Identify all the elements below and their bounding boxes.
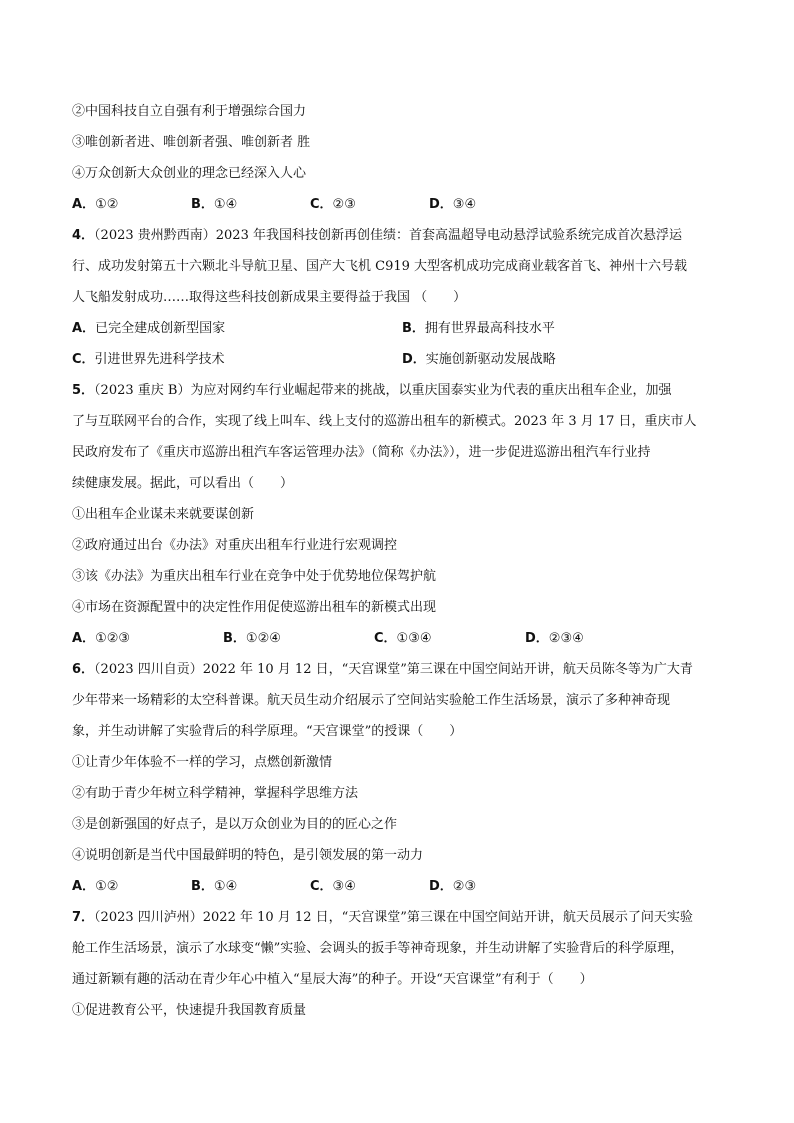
answer-options	[72, 871, 732, 902]
question-stem-line: 行、成功发射第五十六颗北斗导航卫星、国产大飞机 C919 大型客机成功完成商业载客首飞、神州十六号载	[72, 259, 688, 274]
option-d[interactable]: D．②③	[429, 879, 477, 894]
question-stem-line: 舱工作生活场景，演示了水球变“懒”实验、会调头的扳手等神奇现象，并生动讲解了实验背后的科学原理，	[72, 941, 684, 956]
answer-options	[72, 313, 732, 344]
question-number: 7．	[72, 910, 95, 925]
question-stem-line: 象，并生动讲解了实验背后的科学原理。“天宫课堂”的授课（ ）	[72, 724, 463, 739]
option-d[interactable]: D．实施创新驱动发展战略	[402, 352, 556, 367]
option-b[interactable]: B．①④	[191, 879, 238, 894]
question-number: 5．	[72, 383, 95, 398]
option-a[interactable]: A．①②③	[72, 631, 131, 646]
question-stem-line: 少年带来一场精彩的太空科普课。航天员生动介绍展示了空间站实验舱工作生活场景，演示了多种神奇现	[72, 693, 671, 708]
question-stem-line: 了与互联网平台的合作，实现了线上叫车、线上支付的巡游出租车的新模式。2023 年 3 月 17 日，重庆市人	[72, 414, 697, 429]
question-number: 4．	[72, 228, 95, 243]
question-stem-line: 人飞船发射成功……取得这些科技创新成果主要得益于我国 （ ）	[72, 290, 467, 305]
question-number: 6．	[72, 662, 95, 677]
question-stem-line: 4．（2023 贵州黔西南）2023 年我国科技创新再创佳绩：首套高温超导电动悬浮试验系统完成首次悬浮运	[72, 228, 682, 243]
answer-options	[72, 623, 732, 654]
option-b[interactable]: B．拥有世界最高科技水平	[402, 321, 555, 336]
option-c[interactable]: C．②③	[310, 197, 356, 212]
answer-options	[72, 189, 732, 220]
option-d[interactable]: D．③④	[429, 197, 477, 212]
option-d[interactable]: D．②③④	[525, 631, 584, 646]
option-b[interactable]: B．①②④	[223, 631, 281, 646]
answer-options	[72, 344, 732, 375]
question-stem-line: 民政府发布了《重庆市巡游出租汽车客运管理办法》（简称《办法》），进一步促进巡游出租汽车行业持	[72, 445, 651, 460]
option-c[interactable]: C．①③④	[374, 631, 432, 646]
question-6	[72, 654, 732, 902]
statement-item: ①出租车企业谋未来就要谋创新	[72, 507, 255, 522]
statement-item: ③该《办法》为重庆出租车行业在竞争中处于优势地位保驾护航	[72, 569, 437, 584]
statement-item: ③是创新强国的好点子，是以万众创业为目的的匠心之作	[72, 817, 398, 832]
option-a[interactable]: A．①②	[72, 879, 119, 894]
question-stem-line: 6．（2023 四川自贡）2022 年 10 月 12 日，“天宫课堂”第三课在中国空间站开讲，航天员陈冬等为广大青	[72, 662, 693, 677]
statement-item: ④说明创新是当代中国最鲜明的特色，是引领发展的第一动力	[72, 848, 424, 863]
statement-item: ②中国科技自立自强有利于增强综合国力	[72, 104, 307, 119]
statement-item: ①让青少年体验不一样的学习，点燃创新激情	[72, 755, 333, 770]
option-c[interactable]: C．引进世界先进科学技术	[72, 352, 225, 367]
statement-item: ④市场在资源配置中的决定性作用促使巡游出租车的新模式出现	[72, 600, 437, 615]
option-b[interactable]: B．①④	[191, 197, 238, 212]
option-c[interactable]: C．③④	[310, 879, 356, 894]
question-stem-line: 通过新颖有趣的活动在青少年心中植入“星辰大海”的种子。开设“天宫课堂”有利于（ ）	[72, 972, 593, 987]
question-stem-line: 7．（2023 四川泸州）2022 年 10 月 12 日，“天宫课堂”第三课在中国空间站开讲，航天员展示了问天实验	[72, 910, 693, 925]
question-5	[72, 375, 732, 654]
statement-item: ②政府通过出台《办法》对重庆出租车行业进行宏观调控	[72, 538, 398, 553]
question-stem-line: 续健康发展。据此，可以看出（ ）	[72, 476, 294, 491]
option-a[interactable]: A．①②	[72, 197, 119, 212]
statement-item: ②有助于青少年树立科学精神，掌握科学思维方法	[72, 786, 359, 801]
question-3-tail	[72, 96, 732, 220]
question-4	[72, 220, 732, 375]
question-stem-line: 5．（2023 重庆 B）为应对网约车行业崛起带来的挑战，以重庆国泰实业为代表的重庆出租车企业，加强	[72, 383, 672, 398]
option-a[interactable]: A．已完全建成创新型国家	[72, 321, 226, 336]
statement-item: ④万众创新大众创业的理念已经深入人心	[72, 166, 307, 181]
worksheet-page	[72, 96, 732, 1026]
statement-item: ①促进教育公平，快速提升我国教育质量	[72, 1003, 307, 1018]
question-7	[72, 902, 732, 1026]
statement-item: ③唯创新者进、唯创新者强、唯创新者 胜	[72, 135, 311, 150]
